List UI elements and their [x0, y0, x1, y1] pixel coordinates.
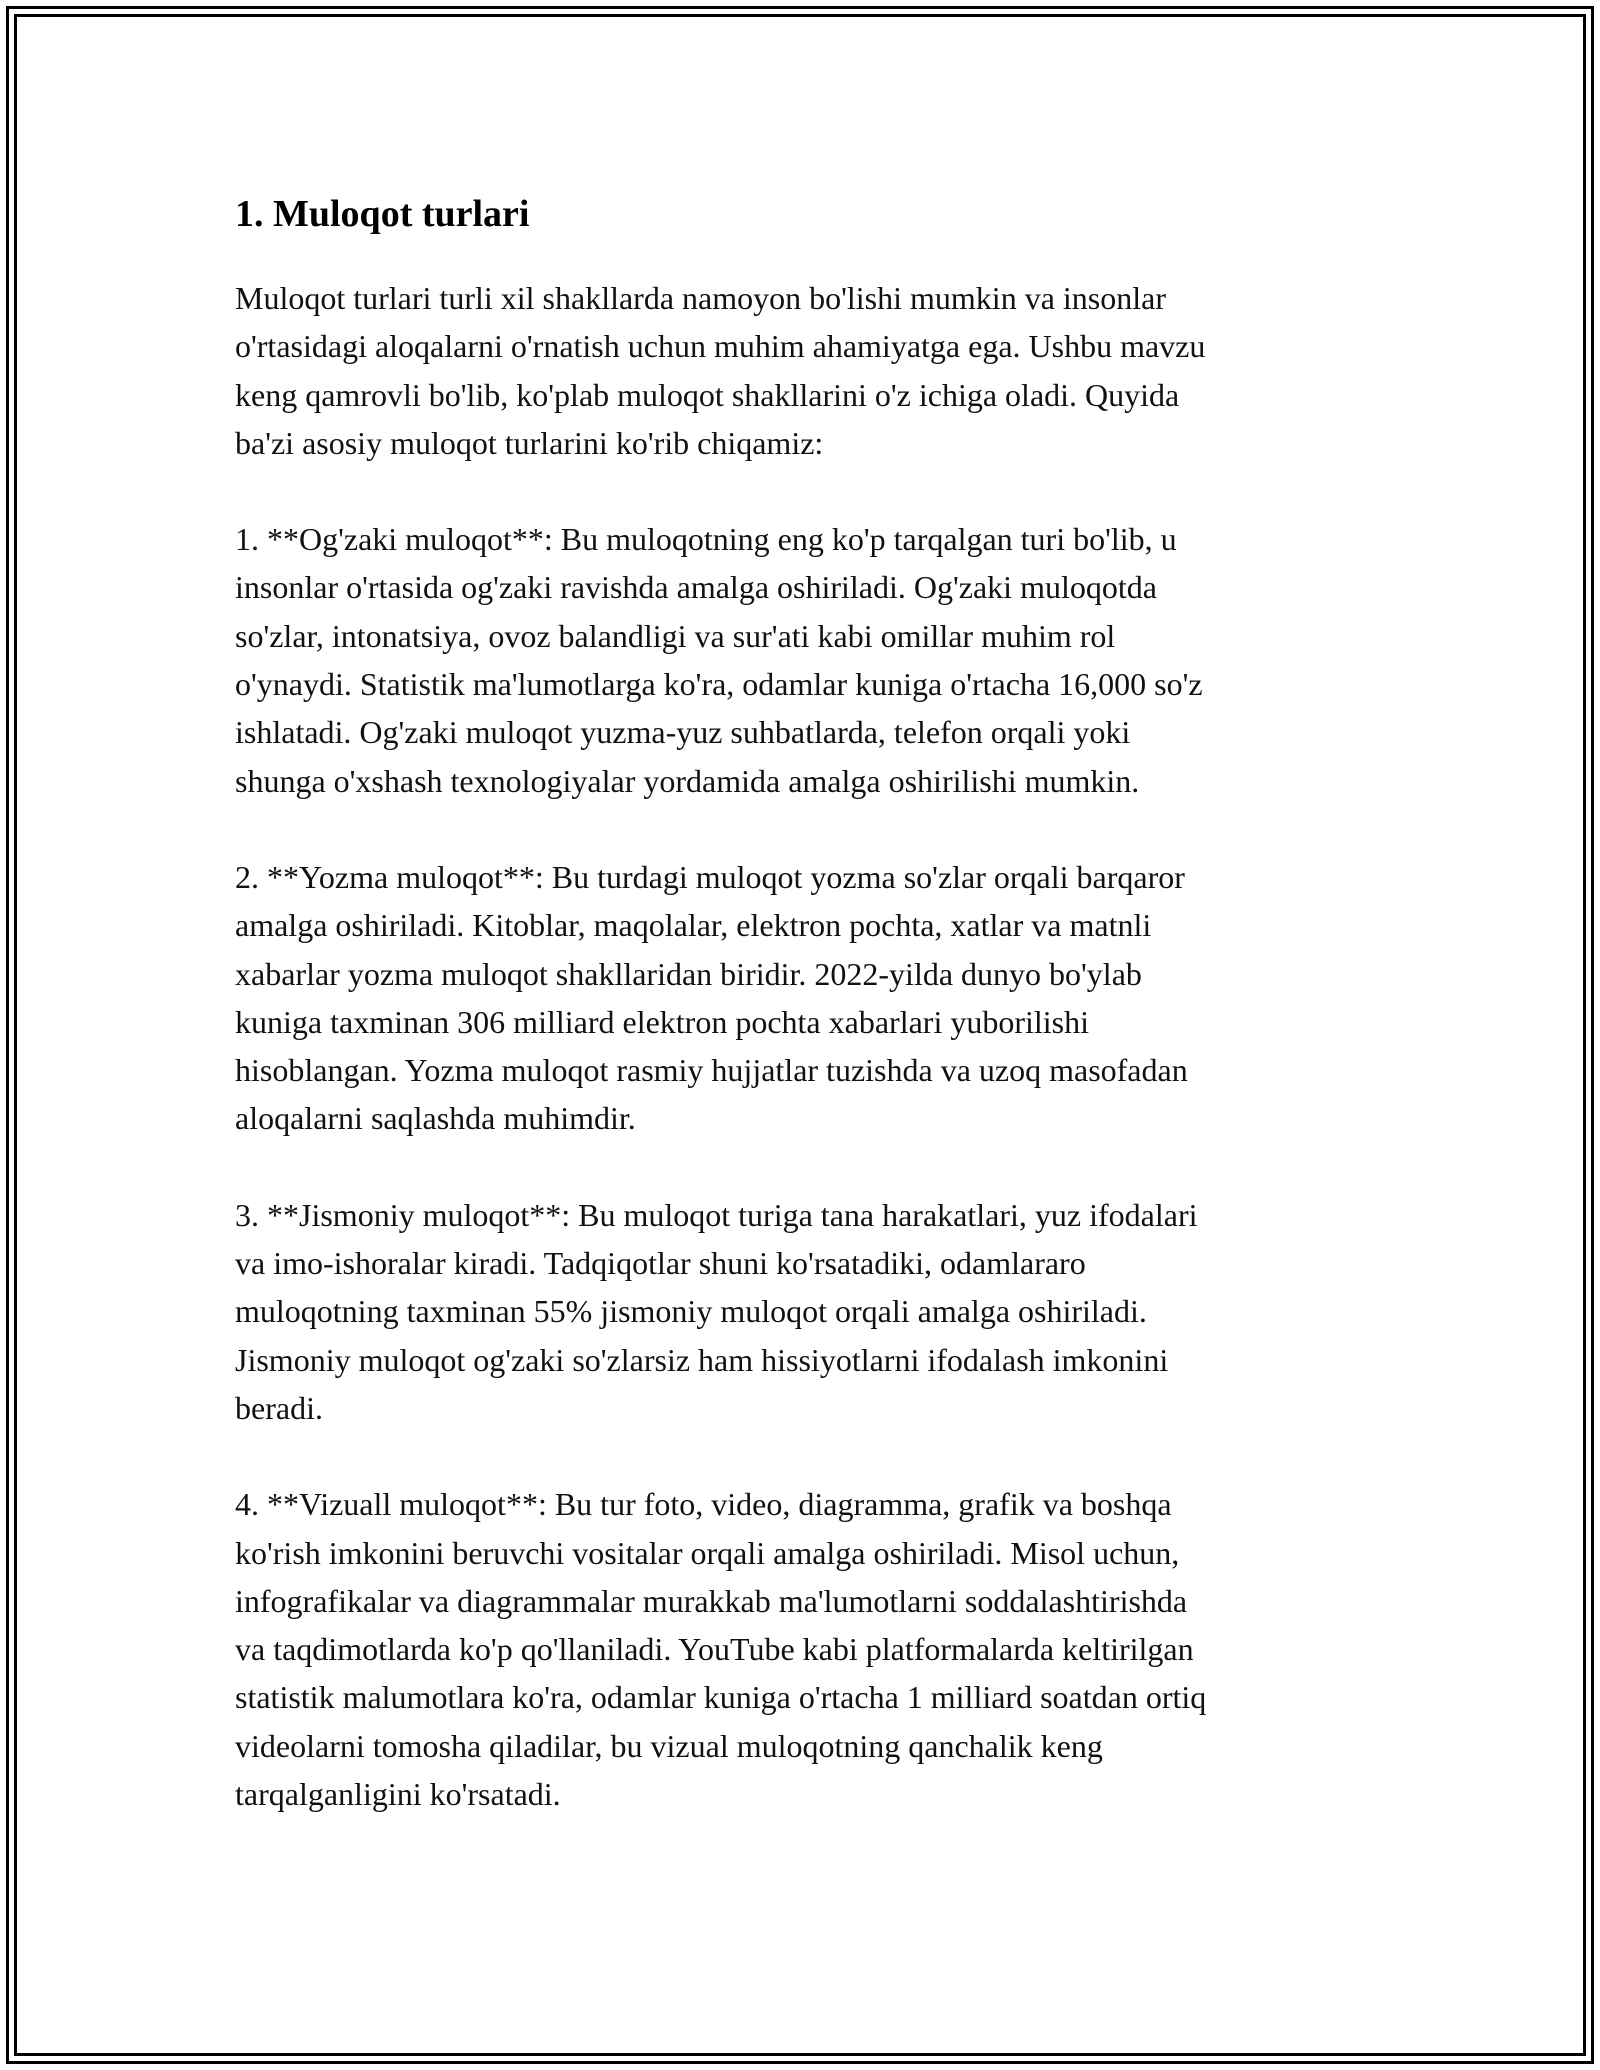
physical-communication-paragraph — [235, 1191, 1355, 1432]
verbal-communication-paragraph — [235, 515, 1355, 805]
visual-communication-paragraph — [235, 1480, 1355, 1818]
text-line: muloqotning taxminan 55% jismoniy muloqot orqali amalga oshiriladi. — [235, 1293, 1147, 1330]
text-line: beradi. — [235, 1389, 323, 1426]
document-body — [235, 188, 1355, 1866]
text-line: 2. **Yozma muloqot**: Bu turdagi muloqot yozma so'zlar orqali barqaror — [235, 858, 1185, 895]
text-line: ishlatadi. Og'zaki muloqot yuzma-yuz suhbatlarda, telefon orqali yoki — [235, 714, 1131, 751]
text-line: hisoblangan. Yozma muloqot rasmiy hujjatlar tuzishda va uzoq masofadan — [235, 1052, 1188, 1089]
text-line: 3. **Jismoniy muloqot**: Bu muloqot turiga tana harakatlari, yuz ifodalari — [235, 1196, 1198, 1233]
text-line: amalga oshiriladi. Kitoblar, maqolalar, elektron pochta, xatlar va matnli — [235, 907, 1152, 944]
text-line: so'zlar, intonatsiya, ovoz balandligi va sur'ati kabi omillar muhim rol — [235, 617, 1116, 654]
text-line: va taqdimotlarda ko'p qo'llaniladi. YouTube kabi platformalarda keltirilgan — [235, 1631, 1194, 1668]
text-line: 1. **Og'zaki muloqot**: Bu muloqotning eng ko'p tarqalgan turi bo'lib, u — [235, 521, 1177, 558]
text-line: xabarlar yozma muloqot shakllaridan biridir. 2022-yilda dunyo bo'ylab — [235, 955, 1142, 992]
text-line: kuniga taxminan 306 milliard elektron pochta xabarlari yuborilishi — [235, 1003, 1089, 1040]
text-line: Jismoniy muloqot og'zaki so'zlarsiz ham hissiyotlarni ifodalash imkonini — [235, 1341, 1169, 1378]
text-line: shunga o'xshash texnologiyalar yordamida amalga oshirilishi mumkin. — [235, 762, 1140, 799]
written-communication-paragraph — [235, 853, 1355, 1143]
text-line: aloqalarni saqlashda muhimdir. — [235, 1100, 636, 1137]
text-line: 4. **Vizuall muloqot**: Bu tur foto, video, diagramma, grafik va boshqa — [235, 1486, 1172, 1523]
text-line: videolarni tomosha qiladilar, bu vizual muloqotning qanchalik keng — [235, 1727, 1103, 1764]
text-line: o'rtasidagi aloqalarni o'rnatish uchun muhim ahamiyatga ega. Ushbu mavzu — [235, 328, 1206, 365]
text-line: keng qamrovli bo'lib, ko'plab muloqot shakllarini o'z ichiga oladi. Quyida — [235, 376, 1180, 413]
text-line: insonlar o'rtasida og'zaki ravishda amalga oshiriladi. Og'zaki muloqotda — [235, 569, 1157, 606]
text-line: tarqalganligini ko'rsatadi. — [235, 1776, 561, 1813]
text-line: Muloqot turlari turli xil shakllarda namoyon bo'lishi mumkin va insonlar — [235, 280, 1166, 316]
text-line: statistik malumotlara ko'ra, odamlar kuniga o'rtacha 1 milliard soatdan ortiq — [235, 1679, 1207, 1716]
document-title: 1. Muloqot turlari — [235, 193, 530, 235]
text-line: ko'rish imkonini beruvchi vositalar orqali amalga oshiriladi. Misol uchun, — [235, 1534, 1180, 1571]
text-line: o'ynaydi. Statistik ma'lumotlarga ko'ra, odamlar kuniga o'rtacha 16,000 so'z — [235, 666, 1203, 703]
intro-paragraph — [235, 274, 1355, 467]
text-line: ba'zi asosiy muloqot turlarini ko'rib chiqamiz: — [235, 424, 824, 461]
text-line: va imo-ishoralar kiradi. Tadqiqotlar shuni ko'rsatadiki, odamlararo — [235, 1245, 1086, 1282]
text-line: infografikalar va diagrammalar murakkab ma'lumotlarni soddalashtirishda — [235, 1582, 1188, 1619]
